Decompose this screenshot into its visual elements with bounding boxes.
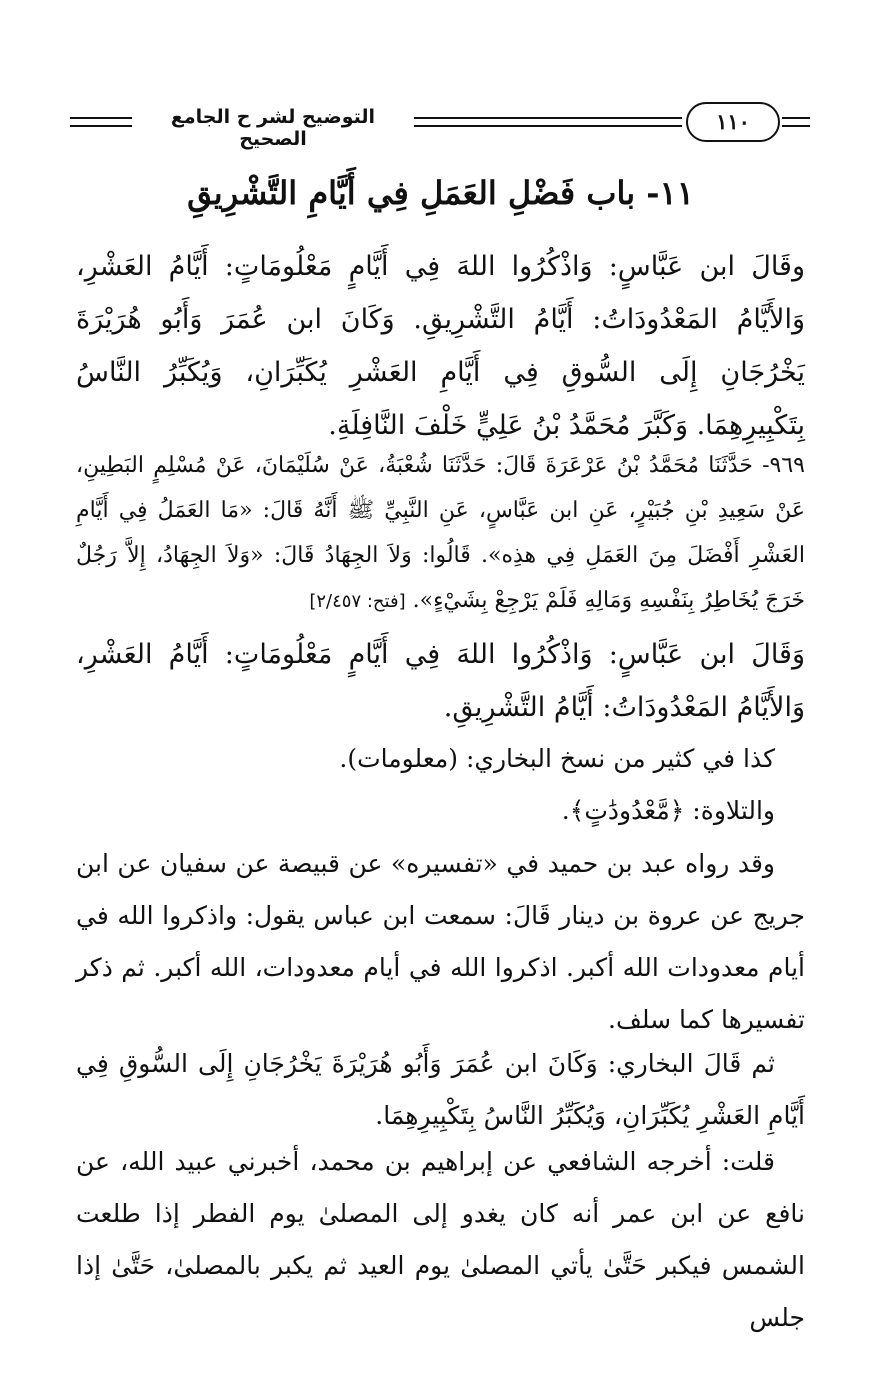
header-rule-middle xyxy=(414,117,682,127)
hadith-reference: [فتح: ٢/٤٥٧] xyxy=(309,591,406,612)
page-number: ١١٠ xyxy=(686,102,780,142)
commentary-paragraph-2: والتلاوة: ﴿مَّعْدُودَٰتٍ﴾. xyxy=(561,796,775,825)
commentary-paragraph-5: قلت: أخرجه الشافعي عن إبراهيم بن محمد، أخبرني عبيد الله، عن نافع عن ابن عمر أنه كان يغدو إلى المصلىٰ يوم الفطر إذا طلعت الشمس فيكبر حَتَّىٰ يأتي المصلىٰ يوم العيد ثم يكبر بالمصلىٰ، حَتَّىٰ إذا جلس xyxy=(76,1147,805,1332)
chapter-heading: ١١- باب فَضْلِ العَمَلِ فِي أَيَّامِ التَّشْرِيقِ xyxy=(187,174,694,212)
quote-repeat-text: وَقَالَ ابن عَبَّاسٍ: وَاذْكُرُوا اللهَ فِي أَيَّامٍ مَعْلُومَاتٍ: أَيَّامُ العَشْرِ، وَالأَيَّامُ المَعْدُودَاتُ: أَيَّامُ التَّشْرِيقِ. xyxy=(76,639,805,723)
chapter-intro-text: وقَالَ ابن عَبَّاسٍ: وَاذْكُرُوا اللهَ فِي أَيَّامٍ مَعْلُومَاتٍ: أَيَّامُ العَشْرِ، وَالأَيَّامُ المَعْدُودَاتُ: أَيَّامُ التَّشْرِيقِ. وَكَانَ ابن عُمَرَ وَأَبُو هُرَيْرَةَ يَخْرُجَانِ إِلَى السُّوقِ فِي أَيَّامِ العَشْرِ يُكَبِّرَانِ، وَيُكَبِّرُ النَّاسُ بِتَكْبِيرِهِمَا. وَكَبَّرَ مُحَمَّدُ بْنُ عَلِيٍّ خَلْفَ النَّافِلَةِ. xyxy=(76,251,805,441)
header-rule-right xyxy=(782,117,810,127)
running-header xyxy=(70,98,810,148)
commentary-paragraph-4: ثم قَالَ البخاري: وَكَانَ ابن عُمَرَ وَأَبُو هُرَيْرَةَ يَخْرُجَانِ إِلَى السُّوقِ فِي أَيَّامِ العَشْرِ يُكَبِّرَانِ، وَيُكَبِّرُ النَّاسُ بِتَكْبِيرِهِمَا. xyxy=(76,1049,805,1130)
book-title: التوضيح لشر ح الجامع الصحيح xyxy=(170,106,376,150)
hadith-text xyxy=(76,443,805,624)
header-rule-left xyxy=(70,117,132,127)
commentary-paragraph-1: كذا في كثير من نسخ البخاري: (معلومات). xyxy=(339,744,775,773)
hadith-body: ٩٦٩- حَدَّثَنَا مُحَمَّدُ بْنُ عَرْعَرَةَ قَالَ: حَدَّثَنَا شُعْبَةُ، عَنْ سُلَيْمَانَ، عَنْ مُسْلِمٍ البَطِينِ، عَنْ سَعِيدِ بْنِ جُبَيْرٍ، عَنِ ابن عَبَّاسٍ، عَنِ النَّبِيِّ ﷺ أَنَّهُ قَالَ: «مَا العَمَلُ فِي أَيَّامِ العَشْرِ أَفْضَلَ مِنَ العَمَلِ فِي هذِه». قَالُوا: وَلاَ الجِهَادُ قَالَ: «وَلاَ الجِهَادُ، إِلاَّ رَجُلٌ خَرَجَ يُخَاطِرُ بِنَفْسِهِ وَمَالِهِ فَلَمْ يَرْجِعْ بِشَيْءٍ». xyxy=(76,453,805,613)
commentary-paragraph-3: وقد رواه عبد بن حميد في «تفسيره» عن قبيصة عن سفيان عن ابن جريج عن عروة بن دينار قَالَ: سمعت ابن عباس يقول: واذكروا الله في أيام معدودات الله أكبر. اذكروا الله في أيام معدودات، الله أكبر. ثم ذكر تفسيرها كما سلف. xyxy=(76,849,805,1034)
